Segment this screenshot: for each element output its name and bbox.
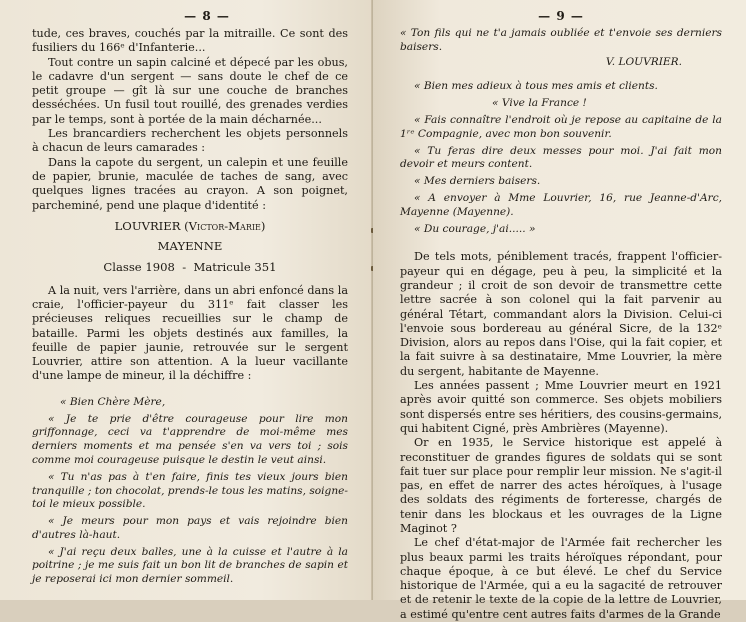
page-number-right: — 9 —	[538, 9, 584, 23]
paragraph: Le chef d'état-major de l'Armée fait rechercher les plus beaux parmi les traits héroïques répondant, pour chaque époque, à ce but élevé. Le chef du Service historique de l'Armée, qui a eu la sagacité de retrouver et de retenir le texte de la copie de la lettre de Louvrier, a estimé qu'entre cent autres faits d'armes de la Grande	[400, 536, 722, 621]
paragraph: Les années passent ; Mme Louvrier meurt en 1921 après avoir quitté son commerce. Ses objets mobiliers sont dispersés entre ses héritiers, des cousins-germains, qui habitent Cigné, près Ambrières (Mayenne).	[400, 379, 722, 435]
id-place: MAYENNE	[157, 239, 223, 254]
letter-paragraph: « A envoyer à Mme Louvrier, 16, rue Jeanne-d'Arc, Mayenne (Mayenne).	[400, 191, 722, 218]
id-name-line	[32, 219, 348, 235]
id-class: Classe 1908 - Matricule 351	[103, 260, 277, 275]
letter-salutation: « Bien Chère Mère,	[60, 395, 166, 408]
letter-paragraph: « Fais connaître l'endroit où je repose au capitaine de la 1ʳᵉ Compagnie, avec mon bon souvenir.	[400, 113, 722, 140]
id-name: LOUVRIER	[114, 218, 181, 233]
paragraph: A la nuit, vers l'arrière, dans un abri enfoncé dans la craie, l'officier-payeur du 311ᵉ fait classer les précieuses reliques recueillies sur le champ de bataille. Parmi les objets destinés aux familles, la feuille de papier jaunie, retrouvée sur le sergent Louvrier, attire son attention. A la lueur vacillante d'une lampe de mineur, il la déchiffre :	[32, 283, 348, 383]
paragraph: tude, ces braves, couchés par la mitraille. Ce sont des fusiliers du 166ᵉ d'Infanterie...	[32, 27, 348, 55]
left-page	[0, 0, 373, 600]
letter-paragraph: « J'ai reçu deux balles, une à la cuisse et l'autre à la poitrine ; je me suis fait un bon lit de branches de sapin et je reposerai ici mon dernier sommeil.	[32, 545, 348, 586]
letter-paragraph: « Mes derniers baisers.	[414, 175, 541, 188]
paragraph: Or en 1935, le Service historique est appelé à reconstituer de grandes figures de soldats qui se sont fait tuer sur place pour remplir leur mission. Ne s'agit-il pas, en effet de narrer des actes héroïques, à l'usage des soldats des régiments de forteresse, chargés de tenir dans les blockaus et les ouvrages de la Ligne Maginot ?	[400, 436, 722, 535]
letter-paragraph: « Tu n'as pas à t'en faire, finis tes vieux jours bien tranquille ; ton chocolat, prends-le tous les matins, soigne-toi le mieux possible.	[32, 470, 348, 511]
letter-paragraph: « Vive la France !	[492, 97, 587, 110]
letter-paragraph: « Je te prie d'être courageuse pour lire mon griffonnage, ceci va t'apprendre de moi-même mes derniers moments et ma pensée s'en va vers toi ; sois comme moi courageuse puisque le destin le veut ainsi.	[32, 412, 348, 466]
paragraph: De tels mots, péniblement tracés, frappent l'officier-payeur qui en dégage, peu à peu, la simplicité et la grandeur ; il croit de son devoir de transmettre cette lettre sacrée à son colonel qui la fait parvenir au général Tétart, commandant alors la Division. Celui-ci l'envoie sous bordereau au général Sicre, de la 132ᵉ Division, alors au repos dans l'Oise, qui la fait copier, et la fait suivre à sa destinataire, Mme Louvrier, la mère du sergent, habitante de Mayenne.	[400, 250, 722, 378]
paragraph: Les brancardiers recherchent les objets personnels à chacun de leurs camarades :	[32, 127, 348, 155]
right-page	[373, 0, 746, 621]
letter-paragraph: « Je meurs pour mon pays et vais rejoindre bien d'autres là-haut.	[32, 515, 348, 541]
page-number-left: — 8 —	[184, 9, 230, 23]
letter-signature: V. LOUVRIER.	[605, 55, 682, 68]
letter-right	[400, 27, 722, 236]
id-firstnames: (Victor-Marie)	[184, 218, 266, 233]
letter-paragraph: « Tu feras dire deux messes pour moi. J'ai fait mon devoir et meurs content.	[400, 144, 722, 171]
letter-left	[32, 396, 348, 587]
letter-paragraph: « Ton fils qui ne t'a jamais oubliée et t'envoie ses derniers baisers.	[400, 27, 722, 53]
letter-paragraph: « Bien mes adieux à tous mes amis et clients.	[414, 80, 658, 93]
paragraph: Dans la capote du sergent, un calepin et une feuille de papier, brunie, maculée de taches de sang, avec quelques lignes tracées au crayon. A son poignet, parcheminé, pend une plaque d'identité :	[32, 155, 348, 212]
letter-paragraph: « Du courage, j'ai..... »	[414, 222, 536, 235]
paragraph: Tout contre un sapin calciné et dépecé par les obus, le cadavre d'un sergent — sans doute le chef de ce petit groupe — gît là sur une couche de branches desséchées. Un fusil tout rouillé, des grenades verdies par le temps, sont à portée de la main décharnée...	[32, 55, 348, 126]
identity-plate	[32, 219, 348, 276]
